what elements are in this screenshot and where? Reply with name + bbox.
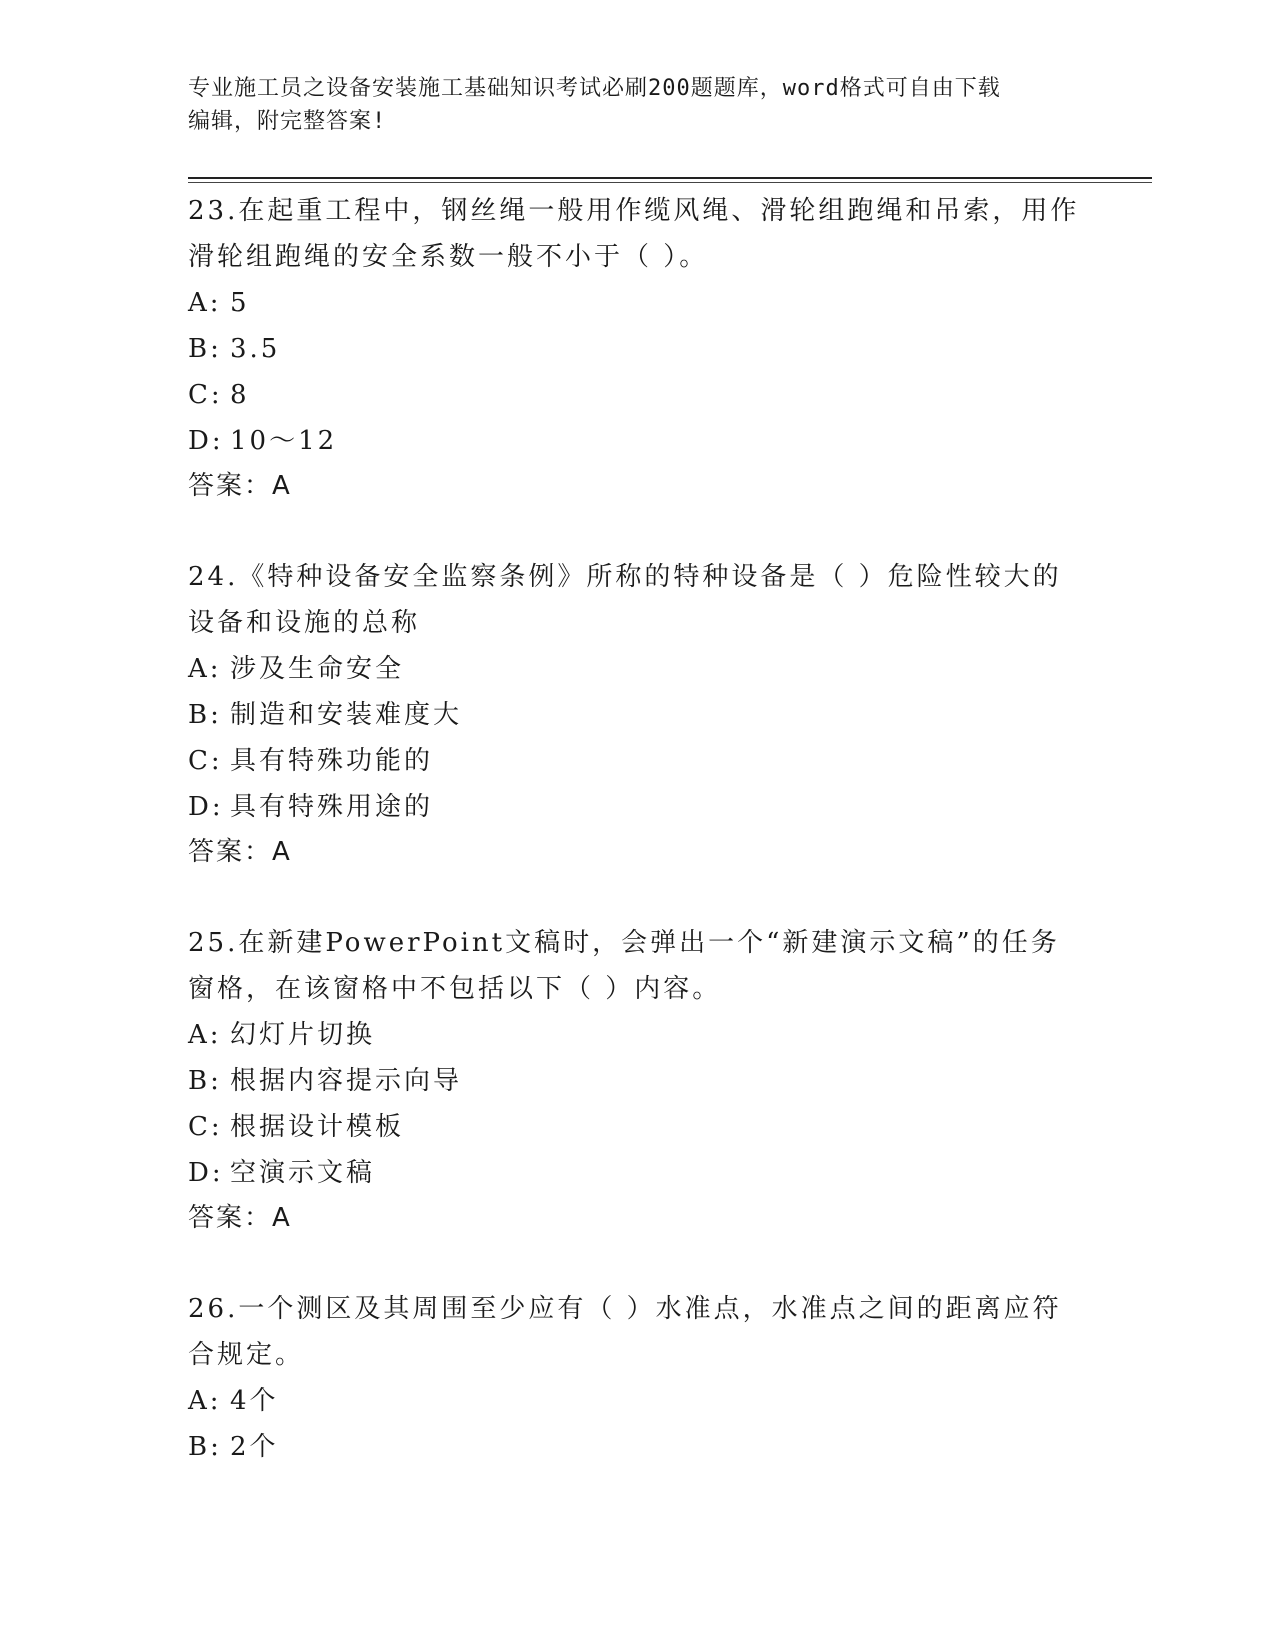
option-text: 具有特殊功能的 [230, 746, 434, 776]
option-letter: B: [188, 1432, 222, 1462]
option-letter: A: [188, 288, 222, 318]
question-23 [188, 188, 1088, 508]
option-b [188, 692, 1088, 738]
option-b [188, 1424, 1088, 1470]
answer-line: 答案：A [188, 471, 292, 501]
option-text: 8 [230, 380, 250, 410]
option-d [188, 418, 1088, 464]
option-text: 5 [230, 288, 250, 318]
header-title-line1: 专业施工员之设备安装施工基础知识考试必刷200题题库，word格式可自由下载 [188, 76, 1001, 101]
option-a [188, 1378, 1088, 1424]
question-text: 25.在新建PowerPoint文稿时，会弹出一个“新建演示文稿”的任务窗格，在该窗格中不包括以下（ ）内容。 [188, 928, 1060, 1004]
option-a [188, 646, 1088, 692]
option-d [188, 1150, 1088, 1196]
answer-line: 答案：A [188, 837, 292, 867]
question-24 [188, 554, 1088, 874]
question-text: 23.在起重工程中，钢丝绳一般用作缆风绳、滑轮组跑绳和吊索，用作滑轮组跑绳的安全系数一般不小于（ ）。 [188, 196, 1080, 272]
option-letter: A: [188, 654, 222, 684]
option-letter: B: [188, 1066, 222, 1096]
option-a [188, 280, 1088, 326]
option-letter: C: [188, 380, 223, 410]
option-c [188, 372, 1088, 418]
option-a [188, 1012, 1088, 1058]
option-text: 根据内容提示向导 [230, 1066, 463, 1096]
option-text: 具有特殊用途的 [230, 792, 434, 822]
option-text: 10～12 [230, 426, 338, 456]
option-c [188, 738, 1088, 784]
option-letter: A: [188, 1020, 222, 1050]
option-text: 根据设计模板 [230, 1112, 405, 1142]
question-25 [188, 920, 1088, 1240]
option-letter: C: [188, 746, 223, 776]
option-letter: D: [188, 792, 224, 822]
question-list [188, 188, 1088, 1516]
option-text: 涉及生命安全 [230, 654, 405, 684]
question-26 [188, 1286, 1088, 1470]
option-text: 制造和安装难度大 [230, 700, 463, 730]
option-letter: D: [188, 426, 224, 456]
option-text: 2个 [230, 1432, 279, 1462]
option-b [188, 326, 1088, 372]
option-letter: D: [188, 1158, 224, 1188]
header-divider-thick [188, 177, 1152, 179]
header-title-line2: 编辑，附完整答案! [188, 109, 387, 134]
question-text: 24.《特种设备安全监察条例》所称的特种设备是（ ）危险性较大的设备和设施的总称 [188, 562, 1062, 638]
option-c [188, 1104, 1088, 1150]
question-text: 26.一个测区及其周围至少应有（ ）水准点，水准点之间的距离应符合规定。 [188, 1294, 1062, 1370]
option-text: 幻灯片切换 [230, 1020, 376, 1050]
option-letter: B: [188, 700, 222, 730]
option-text: 4个 [230, 1386, 279, 1416]
option-text: 3.5 [230, 334, 281, 364]
option-letter: C: [188, 1112, 223, 1142]
header-divider-thin [188, 182, 1152, 183]
option-text: 空演示文稿 [230, 1158, 376, 1188]
option-b [188, 1058, 1088, 1104]
page-header [188, 72, 1088, 138]
option-d [188, 784, 1088, 830]
answer-line: 答案：A [188, 1203, 292, 1233]
option-letter: A: [188, 1386, 222, 1416]
option-letter: B: [188, 334, 222, 364]
